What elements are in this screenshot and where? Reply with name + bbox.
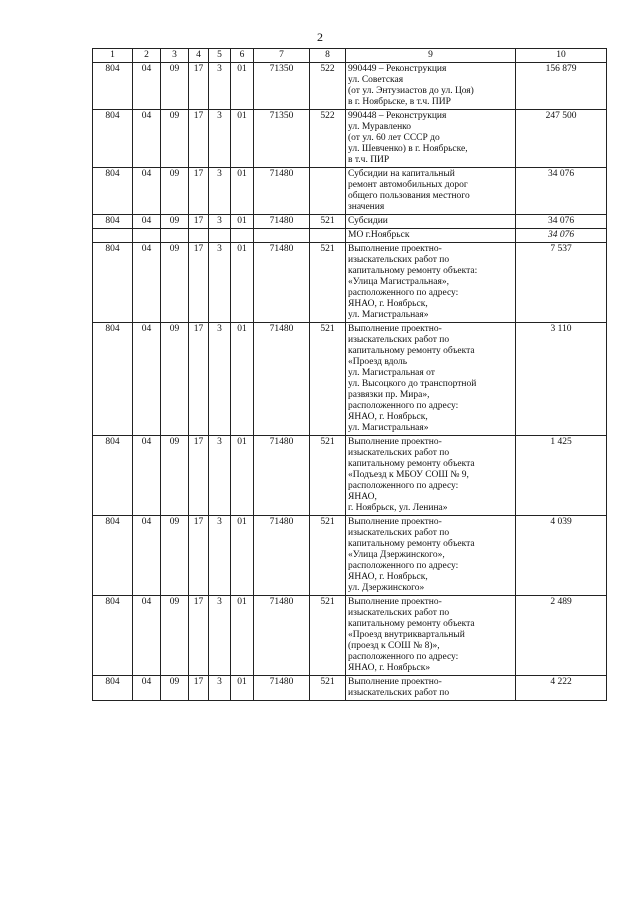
code-cell-c6: 01 — [231, 516, 254, 596]
code-cell-c4: 17 — [189, 436, 209, 516]
code-cell-c8: 522 — [310, 110, 346, 168]
code-cell-c7: 71480 — [254, 215, 310, 229]
column-header: 4 — [189, 49, 209, 63]
code-cell-c5: 3 — [209, 243, 231, 323]
code-cell-c1: 804 — [93, 516, 133, 596]
code-cell-c5: 3 — [209, 215, 231, 229]
description-cell: Выполнение проектно- изыскательских работ по капитальному ремонту объекта «Проезд вдоль ул. Магистральная от ул. Высоцкого до транспортной развязки пр. Мира», расположенного по адресу: ЯНАО, г. Ноябрьск, ул. Магистральная» — [346, 323, 516, 436]
code-cell-c1: 804 — [93, 436, 133, 516]
code-cell-c8: 521 — [310, 676, 346, 701]
code-cell-c4: 17 — [189, 243, 209, 323]
code-cell-c2: 04 — [133, 436, 161, 516]
description-cell: МО г.Ноябрьск — [346, 229, 516, 243]
code-cell-c6: 01 — [231, 110, 254, 168]
code-cell-c2: 04 — [133, 323, 161, 436]
column-header: 8 — [310, 49, 346, 63]
table-row — [93, 168, 607, 215]
code-cell-c1: 804 — [93, 596, 133, 676]
description-cell: Выполнение проектно- изыскательских работ по капитальному ремонту объекта «Проезд внутриквартальный (проезд к СОШ № 8)», расположенного по адресу: ЯНАО, г. Ноябрьск» — [346, 596, 516, 676]
table-row — [93, 516, 607, 596]
description-cell: Выполнение проектно- изыскательских работ по — [346, 676, 516, 701]
code-cell-c3: 09 — [161, 110, 189, 168]
code-cell-c5 — [209, 229, 231, 243]
code-cell-c3: 09 — [161, 436, 189, 516]
amount-cell: 2 489 — [516, 596, 607, 676]
code-cell-c5: 3 — [209, 596, 231, 676]
code-cell-c5: 3 — [209, 323, 231, 436]
code-cell-c5: 3 — [209, 516, 231, 596]
code-cell-c6: 01 — [231, 436, 254, 516]
code-cell-c8: 522 — [310, 63, 346, 110]
amount-cell: 156 879 — [516, 63, 607, 110]
code-cell-c1 — [93, 229, 133, 243]
code-cell-c3: 09 — [161, 323, 189, 436]
code-cell-c6: 01 — [231, 676, 254, 701]
code-cell-c5: 3 — [209, 436, 231, 516]
amount-cell: 34 076 — [516, 168, 607, 215]
amount-cell: 247 500 — [516, 110, 607, 168]
code-cell-c8: 521 — [310, 436, 346, 516]
amount-cell: 4 039 — [516, 516, 607, 596]
code-cell-c3: 09 — [161, 243, 189, 323]
code-cell-c8: 521 — [310, 516, 346, 596]
description-cell: 990449 – Реконструкция ул. Советская (от ул. Энтузиастов до ул. Цоя) в г. Ноябрьске, в т.ч. ПИР — [346, 63, 516, 110]
amount-cell: 1 425 — [516, 436, 607, 516]
code-cell-c8 — [310, 229, 346, 243]
description-cell: Субсидии на капитальный ремонт автомобильных дорог общего пользования местного значения — [346, 168, 516, 215]
code-cell-c4: 17 — [189, 215, 209, 229]
code-cell-c2: 04 — [133, 215, 161, 229]
code-cell-c1: 804 — [93, 243, 133, 323]
column-header: 5 — [209, 49, 231, 63]
code-cell-c7: 71480 — [254, 596, 310, 676]
code-cell-c1: 804 — [93, 63, 133, 110]
code-cell-c4: 17 — [189, 168, 209, 215]
code-cell-c2: 04 — [133, 243, 161, 323]
table-row — [93, 215, 607, 229]
code-cell-c7: 71350 — [254, 110, 310, 168]
code-cell-c7: 71480 — [254, 436, 310, 516]
code-cell-c6: 01 — [231, 215, 254, 229]
code-cell-c7 — [254, 229, 310, 243]
column-header: 6 — [231, 49, 254, 63]
code-cell-c2: 04 — [133, 63, 161, 110]
code-cell-c7: 71480 — [254, 168, 310, 215]
code-cell-c8: 521 — [310, 596, 346, 676]
code-cell-c4: 17 — [189, 596, 209, 676]
column-header: 1 — [93, 49, 133, 63]
amount-cell: 4 222 — [516, 676, 607, 701]
code-cell-c4 — [189, 229, 209, 243]
code-cell-c3: 09 — [161, 676, 189, 701]
column-header: 10 — [516, 49, 607, 63]
table-row — [93, 676, 607, 701]
code-cell-c6 — [231, 229, 254, 243]
code-cell-c2: 04 — [133, 676, 161, 701]
code-cell-c3: 09 — [161, 215, 189, 229]
code-cell-c3: 09 — [161, 516, 189, 596]
code-cell-c7: 71350 — [254, 63, 310, 110]
amount-cell: 7 537 — [516, 243, 607, 323]
table-row — [93, 596, 607, 676]
description-cell: Выполнение проектно- изыскательских работ по капитальному ремонту объекта: «Улица Магистральная», расположенного по адресу: ЯНАО, г. Ноябрьск, ул. Магистральная» — [346, 243, 516, 323]
code-cell-c3: 09 — [161, 63, 189, 110]
header-row — [93, 49, 607, 63]
column-header: 7 — [254, 49, 310, 63]
code-cell-c6: 01 — [231, 323, 254, 436]
code-cell-c5: 3 — [209, 63, 231, 110]
column-header: 9 — [346, 49, 516, 63]
code-cell-c1: 804 — [93, 676, 133, 701]
amount-cell: 34 076 — [516, 229, 607, 243]
code-cell-c4: 17 — [189, 516, 209, 596]
code-cell-c1: 804 — [93, 215, 133, 229]
code-cell-c4: 17 — [189, 323, 209, 436]
code-cell-c8: 521 — [310, 323, 346, 436]
code-cell-c6: 01 — [231, 63, 254, 110]
code-cell-c6: 01 — [231, 243, 254, 323]
code-cell-c8: 521 — [310, 243, 346, 323]
code-cell-c5: 3 — [209, 110, 231, 168]
code-cell-c2: 04 — [133, 168, 161, 215]
column-header: 2 — [133, 49, 161, 63]
amount-cell: 3 110 — [516, 323, 607, 436]
description-cell: Субсидии — [346, 215, 516, 229]
code-cell-c2 — [133, 229, 161, 243]
amount-cell: 34 076 — [516, 215, 607, 229]
description-cell: Выполнение проектно- изыскательских работ по капитальному ремонту объекта «Улица Дзержинского», расположенного по адресу: ЯНАО, г. Ноябрьск, ул. Дзержинского» — [346, 516, 516, 596]
table-row — [93, 243, 607, 323]
budget-table — [92, 48, 607, 701]
table-row — [93, 436, 607, 516]
code-cell-c7: 71480 — [254, 323, 310, 436]
code-cell-c2: 04 — [133, 110, 161, 168]
code-cell-c1: 804 — [93, 323, 133, 436]
code-cell-c7: 71480 — [254, 516, 310, 596]
code-cell-c5: 3 — [209, 676, 231, 701]
code-cell-c1: 804 — [93, 168, 133, 215]
description-cell: Выполнение проектно- изыскательских работ по капитальному ремонту объекта «Подъезд к МБОУ СОШ № 9, расположенного по адресу: ЯНАО, г. Ноябрьск, ул. Ленина» — [346, 436, 516, 516]
code-cell-c2: 04 — [133, 516, 161, 596]
code-cell-c2: 04 — [133, 596, 161, 676]
code-cell-c8 — [310, 168, 346, 215]
code-cell-c7: 71480 — [254, 243, 310, 323]
code-cell-c3: 09 — [161, 596, 189, 676]
page-number: 2 — [317, 30, 323, 44]
code-cell-c7: 71480 — [254, 676, 310, 701]
code-cell-c3 — [161, 229, 189, 243]
code-cell-c4: 17 — [189, 63, 209, 110]
table-row — [93, 63, 607, 110]
code-cell-c1: 804 — [93, 110, 133, 168]
table-row — [93, 323, 607, 436]
table-row — [93, 110, 607, 168]
code-cell-c4: 17 — [189, 110, 209, 168]
code-cell-c3: 09 — [161, 168, 189, 215]
description-cell: 990448 – Реконструкция ул. Муравленко (от ул. 60 лет СССР до ул. Шевченко) в г. Ноябрьске, в т.ч. ПИР — [346, 110, 516, 168]
code-cell-c6: 01 — [231, 596, 254, 676]
code-cell-c6: 01 — [231, 168, 254, 215]
code-cell-c8: 521 — [310, 215, 346, 229]
code-cell-c4: 17 — [189, 676, 209, 701]
table-row — [93, 229, 607, 243]
column-header: 3 — [161, 49, 189, 63]
code-cell-c5: 3 — [209, 168, 231, 215]
